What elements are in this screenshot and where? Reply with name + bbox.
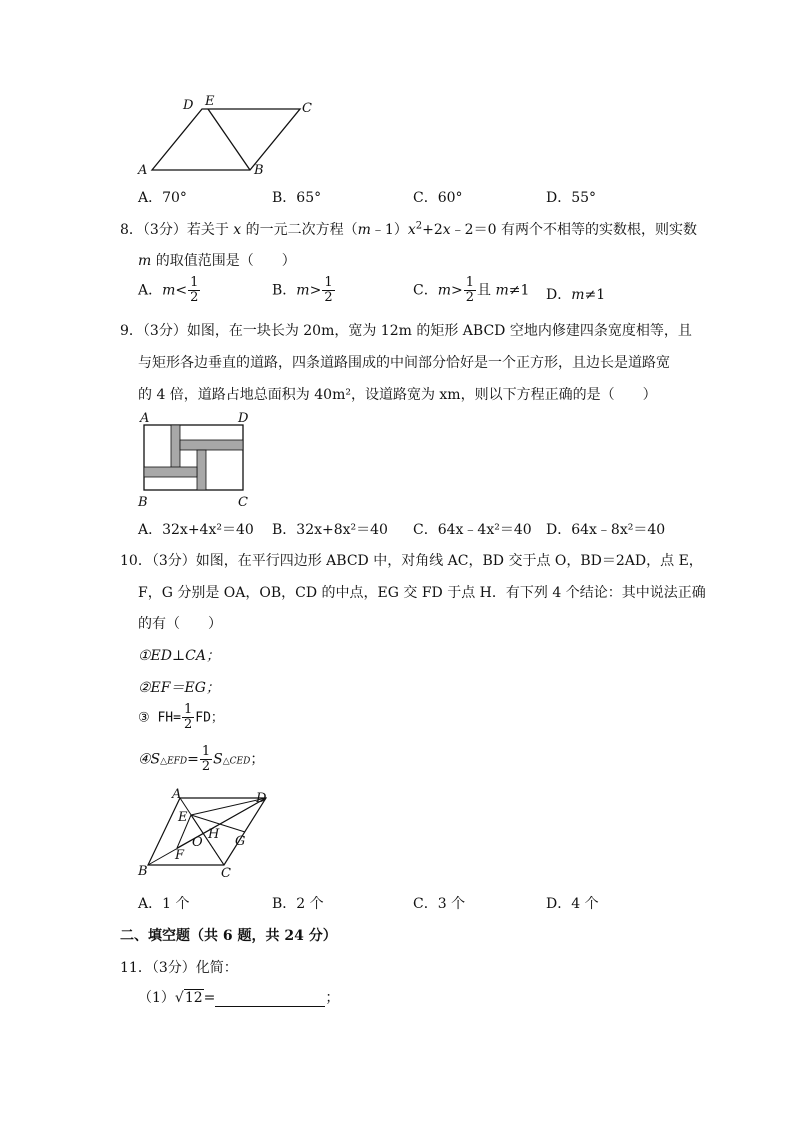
segment-ed <box>191 798 266 815</box>
q8-score: （3分） <box>142 222 187 238</box>
q11-sub-prefix: （1） <box>138 990 175 1006</box>
fig10-label-e: E <box>178 810 188 825</box>
fig7-label-d: D <box>183 98 194 113</box>
q10-text: S <box>213 751 223 768</box>
fig7-label-a: A <box>138 163 148 178</box>
q10-text: FD； <box>195 710 224 726</box>
q10-line2: F，G 分别是 OA，OB，CD 的中点，EG 交 FD 于点 H．有下列 4 个结论：其中说法正确 <box>138 585 706 601</box>
q8-var: m <box>296 282 310 299</box>
q8-option-d[interactable] <box>546 284 605 304</box>
fraction-one-half <box>188 276 200 305</box>
parallelogram-abcd <box>152 109 300 170</box>
q10-conclusion-1: ①ED⊥CA； <box>138 648 220 664</box>
fraction-one-half <box>182 703 194 732</box>
q10-text: ； <box>250 751 265 768</box>
segment-eb <box>208 109 250 170</box>
q8-text: 的取值范围是（ ） <box>155 253 296 269</box>
road-horizontal-bottom <box>144 467 197 477</box>
fig10-label-a: A <box>172 787 182 802</box>
fig10-label-c: C <box>221 866 231 881</box>
q8-var: x <box>442 222 451 238</box>
q8-text: 且 <box>477 282 492 299</box>
q8-var: m <box>571 287 585 303</box>
fig7-label-b: B <box>254 163 264 178</box>
q10-text: = <box>187 751 199 768</box>
q8-option-b[interactable] <box>272 276 336 305</box>
fig10-label-f: F <box>175 848 185 863</box>
q10-option-c[interactable]: C．3 个 <box>413 896 466 912</box>
q11-line1: 11．（3分）化简： <box>120 960 238 976</box>
subscript: △EFD <box>160 756 188 767</box>
frac-den: 2 <box>190 290 199 305</box>
q10-conclusion-3 <box>138 703 224 732</box>
road-horizontal-top <box>180 440 243 450</box>
q8-var: m <box>437 282 451 299</box>
q11-text: ； <box>325 990 340 1006</box>
q10-text: ③ FH= <box>138 710 181 726</box>
frac-den: 2 <box>324 290 333 305</box>
fig9-label-d: D <box>238 411 249 426</box>
relation: > <box>451 282 463 299</box>
q8-text: +2 <box>422 222 443 238</box>
q10-option-d[interactable]: D．4 个 <box>546 896 599 912</box>
fig10-label-b: B <box>138 864 148 879</box>
option-prefix: A． <box>138 282 163 299</box>
q7-option-d[interactable]: D．55° <box>546 190 597 206</box>
q8-line2 <box>138 250 296 270</box>
q8-text: ≠1 <box>584 287 606 303</box>
rectangle-abcd <box>144 425 243 490</box>
fig7-label-c: C <box>302 101 312 116</box>
q10-conclusion-4 <box>138 745 264 774</box>
q8-option-a[interactable] <box>138 276 201 305</box>
q9-option-a[interactable]: A．32x+4x²＝40 <box>138 522 254 538</box>
equals-sign: = <box>203 990 216 1006</box>
frac-den: 2 <box>183 717 193 732</box>
q10-line1: 10．（3分）如图，在平行四边形 ABCD 中，对角线 AC，BD 交于点 O，BD＝2AD，点 E， <box>120 553 703 569</box>
q10-option-a[interactable]: A．1 个 <box>138 896 190 912</box>
q9-option-d[interactable]: D．64x﹣8x²＝40 <box>546 522 666 538</box>
frac-den: 2 <box>465 290 475 305</box>
q9-rectangle-roads-figure <box>134 408 254 510</box>
fig9-label-c: C <box>238 495 248 510</box>
road-vertical-left <box>171 425 180 472</box>
road-vertical-right <box>197 450 206 490</box>
q7-parallelogram-figure <box>130 92 330 180</box>
relation: > <box>309 282 322 299</box>
option-prefix: C． <box>413 282 438 299</box>
frac-num: 1 <box>201 744 211 759</box>
fig10-label-g: G <box>235 834 246 849</box>
q7-option-b[interactable]: B．65° <box>272 190 322 206</box>
q8-var: x <box>407 222 416 238</box>
q9-line1: 9．（3分）如图，在一块长为 20m，宽为 12m 的矩形 ABCD 空地内修建四条宽度相等，且 <box>120 323 692 339</box>
relation: < <box>175 282 188 299</box>
q10-conclusion-2: ②EF＝EG； <box>138 680 220 696</box>
q8-text: ﹣1） <box>370 222 408 238</box>
frac-num: 1 <box>190 275 199 290</box>
segment-fd <box>177 798 266 848</box>
sqrt-symbol: √ <box>174 990 184 1006</box>
q8-var: x <box>233 222 242 238</box>
option-prefix: D． <box>546 287 572 303</box>
option-prefix: B． <box>272 282 297 299</box>
q8-number: 8． <box>120 222 143 238</box>
sqrt-radicand: 12 <box>184 990 203 1006</box>
frac-num: 1 <box>324 275 333 290</box>
q9-option-b[interactable]: B．32x+8x²＝40 <box>272 522 388 538</box>
q8-var: m <box>357 222 371 238</box>
q8-text: ﹣2＝0 有两个不相等的实数根，则实数 <box>450 222 697 238</box>
frac-den: 2 <box>201 759 211 774</box>
fraction-one-half <box>200 745 212 774</box>
q8-text: 若关于 <box>186 222 229 238</box>
q8-text: ≠1 <box>508 282 530 299</box>
q10-option-b[interactable]: B．2 个 <box>272 896 324 912</box>
section-title: 二、填空题（共 6 题，共 24 分） <box>120 928 337 944</box>
q10-parallelogram-figure <box>132 786 282 882</box>
frac-num: 1 <box>183 702 193 717</box>
frac-num: 1 <box>465 275 475 290</box>
fraction-one-half <box>322 276 334 305</box>
q8-line1: 8．（3分）若关于 x 的一元二次方程$(m﹣1)x^2+2x﹣2=0$ 有两个不相等的实数根，则实数 <box>120 220 697 238</box>
answer-blank[interactable] <box>215 992 325 1007</box>
q9-line3: 的 4 倍，道路占地总面积为 40m²，设道路宽为 xm，则以下方程正确的是（ ） <box>138 387 657 403</box>
fig9-label-a: A <box>140 411 150 426</box>
q8-var: m <box>138 253 152 269</box>
fig10-label-d: D <box>256 791 267 806</box>
q8-var: m <box>162 282 176 299</box>
fig7-label-e: E <box>205 94 215 109</box>
q9-option-c[interactable]: C．64x﹣4x²＝40 <box>413 522 532 538</box>
subscript: △CED <box>222 756 251 767</box>
q8-var: m <box>495 282 509 299</box>
q10-line3: 的有（ ） <box>138 616 222 632</box>
fig9-label-b: B <box>138 495 148 510</box>
q7-option-c[interactable]: C．60° <box>413 190 463 206</box>
fig10-label-h: H <box>208 827 220 842</box>
q11-sub1 <box>138 987 339 1007</box>
q8-text: 的一元二次方程（ <box>245 222 358 238</box>
fraction-one-half <box>464 276 476 305</box>
q9-line2: 与矩形各边垂直的道路，四条道路围成的中间部分恰好是一个正方形，且边长是道路宽 <box>138 355 670 371</box>
q8-option-c[interactable] <box>413 276 529 305</box>
q10-text: ④S <box>138 751 161 768</box>
q7-option-a[interactable]: A．70° <box>138 190 187 206</box>
fig10-label-o: O <box>192 835 203 850</box>
